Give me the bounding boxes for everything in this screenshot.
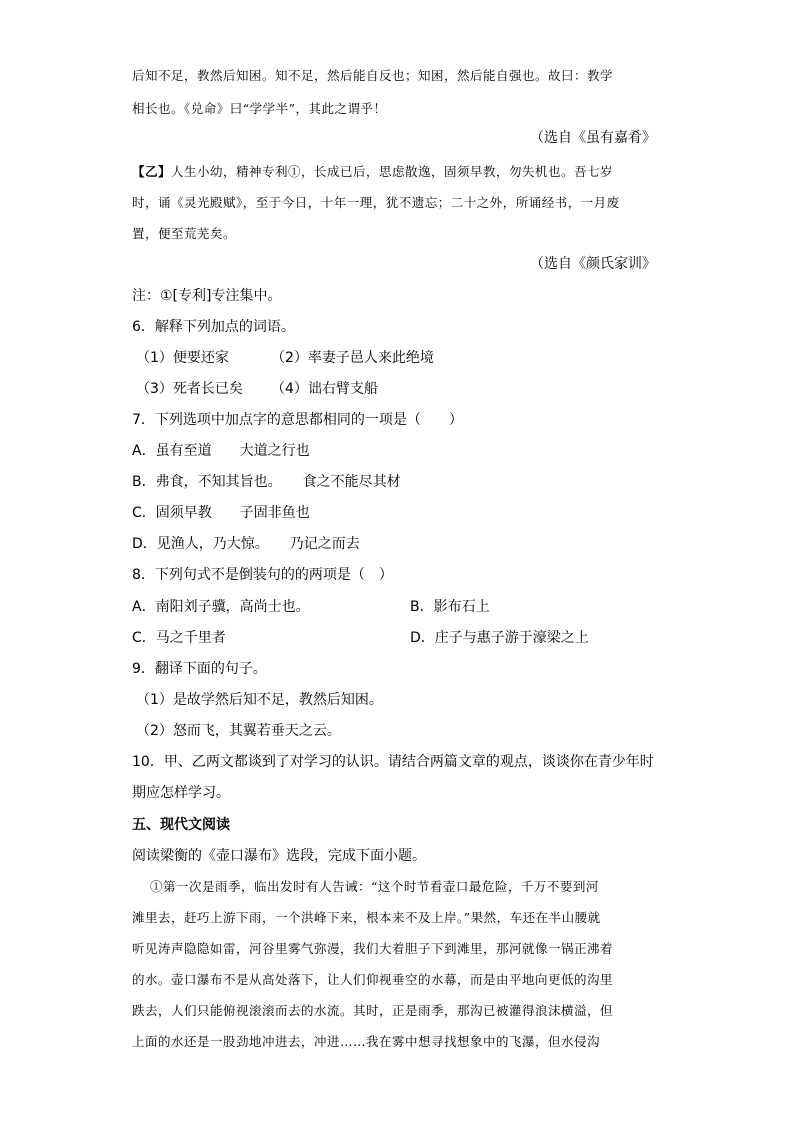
question-6-item: （3）死者长已矣 <box>136 381 243 397</box>
passage-line: 听见涛声隐隐如雷，河谷里雾气弥漫，我们大着胆子下到滩里，那河就像一锅正沸着 <box>132 941 614 956</box>
section-intro: 阅读梁衡的《壶口瀑布》选段，完成下面小题。 <box>132 848 426 864</box>
question-6-item: （1）便要还家 <box>136 350 229 366</box>
question-8-option-a: A．南阳刘子骥，高尚士也。 <box>132 599 310 615</box>
question-6-stem: 6．解释下列加点的词语。 <box>132 319 295 335</box>
section-heading: 五、现代文阅读 <box>132 817 230 833</box>
question-10-line: 10．甲、乙两文都谈到了对学习的认识。请结合两篇文章的观点，谈谈你在青少年时 <box>132 754 654 770</box>
yi-text-line: 时，诵《灵光殿赋》，至于今日，十年一理，犹不遗忘；二十之外，所诵经书，一月废 <box>132 195 620 210</box>
question-10-line: 期应怎样学习。 <box>132 785 230 801</box>
question-8-option-b: B．影布石上 <box>410 599 490 615</box>
passage-line: 的水。壶口瀑布不是从高处落下，让人们仰视垂空的水幕，而是由平地向更低的沟里 <box>132 972 614 987</box>
jia-text-line: 相长也。《兑命》曰“学学半”，其此之谓乎！ <box>132 101 387 116</box>
jia-text-line: 后知不足，教然后知困。知不足，然后能自反也；知困，然后能自强也。故曰：教学 <box>132 68 614 83</box>
note: 注：①[专利]专注集中。 <box>132 288 282 304</box>
question-7-option-b: B．弗食，不知其旨也。 食之不能尽其材 <box>132 474 401 490</box>
question-7-option-a: A．虽有至道 大道之行也 <box>132 443 310 459</box>
yi-text-line <box>132 162 613 182</box>
question-8-option-d: D．庄子与惠子游于濠梁之上 <box>410 630 589 646</box>
question-7-option-d: D．见渔人，乃大惊。 乃记之而去 <box>132 536 360 552</box>
jia-source: （选自《虽有嘉肴》 <box>530 130 656 146</box>
yi-source: （选自《颜氏家训》 <box>530 256 656 272</box>
question-6-item: （4）诎右臂支船 <box>271 381 378 397</box>
passage-line: 上面的水还是一股劲地冲进去，冲进……我在雾中想寻找想象中的飞瀑，但水侵沟 <box>132 1034 601 1049</box>
question-7-stem: 7．下列选项中加点字的意思都相同的一项是（ ） <box>132 412 463 428</box>
passage-line: ①第一次是雨季，临出发时有人告诫：“这个时节看壶口最危险，千万不要到河 <box>150 879 599 894</box>
question-6-item: （2）率妻子邑人来此绝境 <box>271 350 434 366</box>
question-8-option-c: C．马之千里者 <box>132 630 226 646</box>
question-9-item: （2）怒而飞，其翼若垂天之云。 <box>136 723 341 739</box>
passage-line: 跌去，人们只能俯视滚滚而去的水流。其时，正是雨季，那沟已被灌得浪沫横溢，但 <box>132 1003 614 1018</box>
question-9-stem: 9．翻译下面的句子。 <box>132 661 267 677</box>
yi-text: 人生小幼，精神专利①，长成已后，思虑散逸，固须早教，勿失机也。吾七岁 <box>171 164 614 179</box>
question-7-option-c: C．固须早教 子固非鱼也 <box>132 505 310 521</box>
passage-line: 滩里去，赶巧上游下雨，一个洪峰下来，根本来不及上岸。”果然，车还在半山腰就 <box>132 910 601 925</box>
yi-text-line: 置，便至荒芜矣。 <box>132 226 237 241</box>
question-8-stem: 8．下列句式不是倒装句的的两项是（ ） <box>132 567 393 583</box>
yi-label: 【乙】 <box>132 164 172 179</box>
question-9-item: （1）是故学然后知不足，教然后知困。 <box>136 692 383 708</box>
